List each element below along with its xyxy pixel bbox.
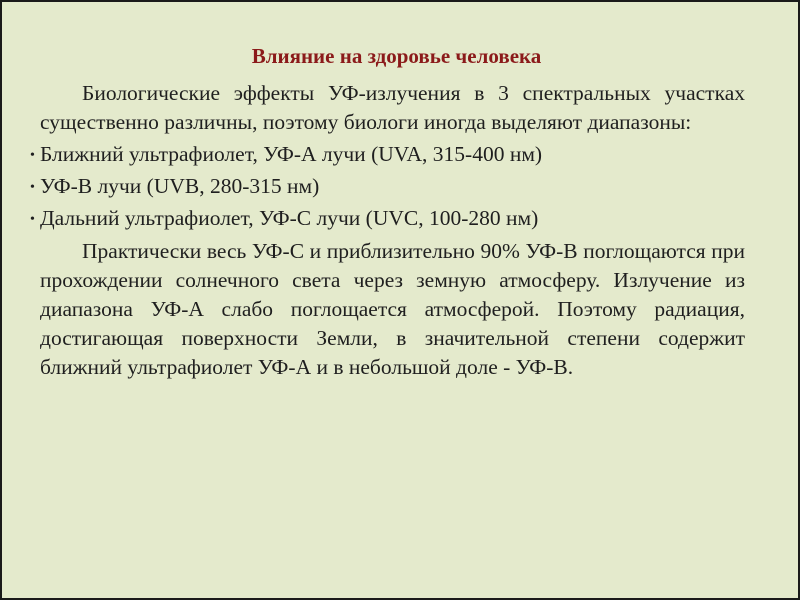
conclusion-paragraph: Практически весь УФ-С и приблизительно 90% УФ-В поглощаются при прохождении солнечного света через земную атмосферу. Излучение из диапазона УФ-А слабо поглощается атмосферой. Поэтому радиация, достигающая поверхности Земли, в значительной степени содержит ближний ультрафиолет УФ-А и в небольшой доле - УФ-В.	[40, 239, 745, 379]
range-item-uva	[30, 139, 745, 171]
bullet-icon: •	[30, 148, 35, 163]
slide-title: Влияние на здоровье человека	[251, 44, 542, 68]
range-item-label: УФ-B лучи (UVB, 280-315 нм)	[40, 174, 320, 198]
range-item-label: Дальний ультрафиолет, УФ-C лучи (UVC, 100-280 нм)	[40, 206, 539, 230]
range-item-label: Ближний ультрафиолет, УФ-А лучи (UVA, 315-400 нм)	[40, 142, 543, 166]
range-list	[30, 139, 745, 235]
bullet-icon: •	[30, 212, 35, 227]
bullet-icon: •	[30, 180, 35, 195]
range-item-uvc	[30, 203, 745, 235]
range-item-uvb	[30, 171, 745, 203]
intro-paragraph: Биологические эффекты УФ-излучения в 3 спектральных участках существенно различны, поэтому биологи иногда выделяют диапазоны:	[40, 81, 745, 134]
slide-content	[30, 42, 745, 382]
